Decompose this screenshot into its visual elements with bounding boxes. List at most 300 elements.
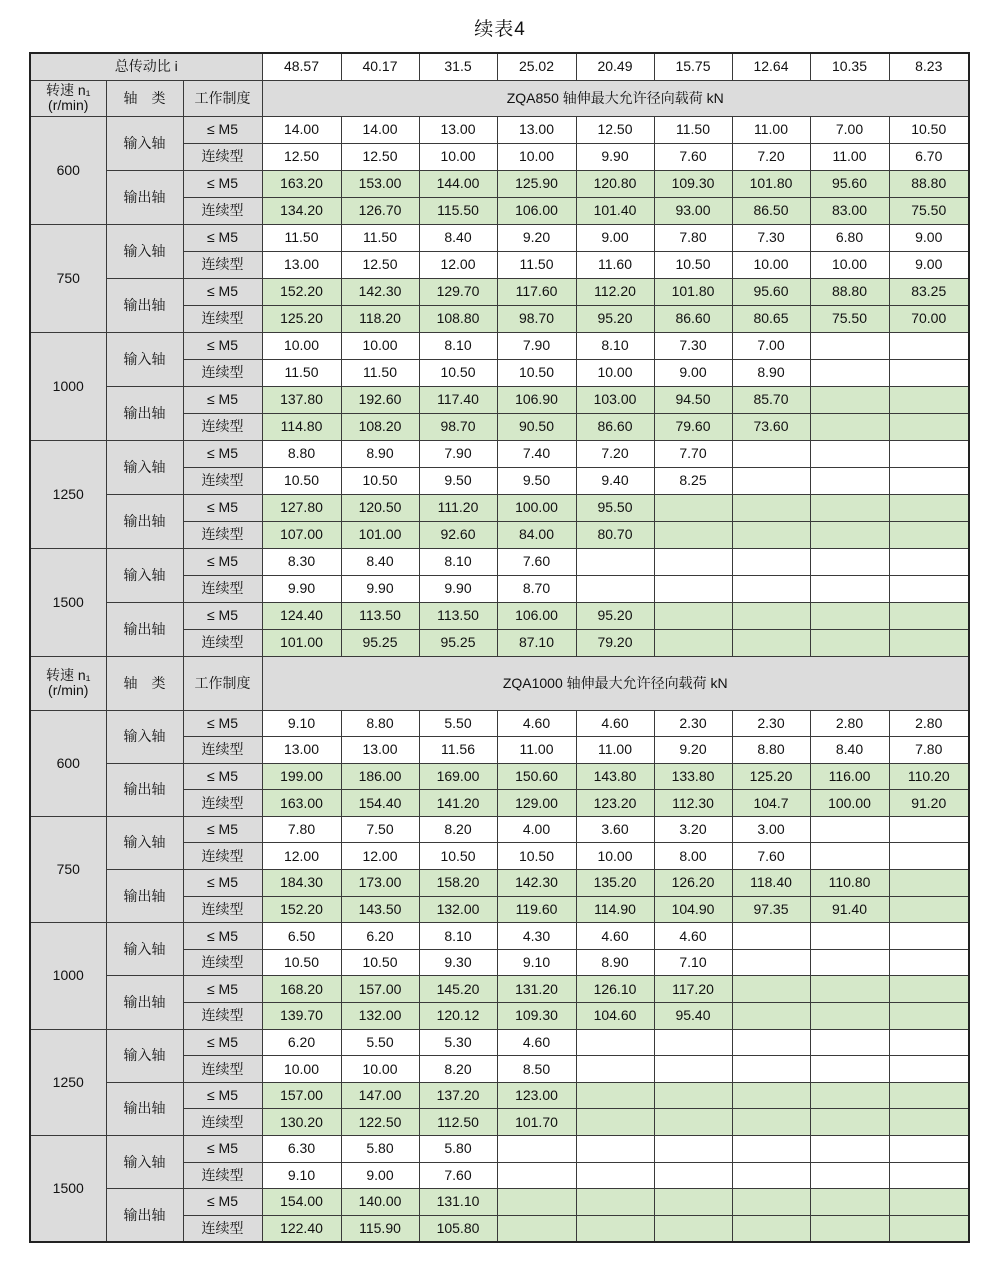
load-value-cell (732, 1082, 810, 1109)
section-header-row (30, 80, 969, 116)
load-value-cell (732, 629, 810, 656)
ratio-value: 48.57 (262, 53, 341, 80)
table-row (30, 440, 969, 467)
load-value-cell (576, 1162, 654, 1189)
load-value-cell: 8.50 (497, 1056, 576, 1083)
load-value-cell: 9.00 (654, 359, 732, 386)
load-value-cell (654, 1056, 732, 1083)
load-value-cell: 8.10 (576, 332, 654, 359)
duty-cell: 连续型 (183, 143, 262, 170)
load-value-cell: 73.60 (732, 413, 810, 440)
load-value-cell (889, 976, 969, 1003)
load-value-cell: 11.00 (576, 737, 654, 764)
load-value-cell: 112.30 (654, 790, 732, 817)
load-value-cell: 10.50 (341, 467, 419, 494)
load-value-cell: 7.60 (732, 843, 810, 870)
load-value-cell: 101.80 (732, 170, 810, 197)
load-value-cell: 13.00 (262, 251, 341, 278)
section-title: ZQA850 轴伸最大允许径向载荷 kN (262, 80, 969, 116)
load-value-cell (889, 521, 969, 548)
load-value-cell: 13.00 (341, 737, 419, 764)
speed-cell: 750 (30, 816, 106, 922)
duty-cell: 连续型 (183, 359, 262, 386)
load-value-cell (810, 386, 889, 413)
load-value-cell (889, 494, 969, 521)
load-value-cell (576, 1109, 654, 1136)
load-value-cell: 5.80 (419, 1136, 497, 1163)
load-value-cell: 137.80 (262, 386, 341, 413)
load-value-cell: 8.90 (732, 359, 810, 386)
load-value-cell: 7.40 (497, 440, 576, 467)
load-value-cell: 8.30 (262, 548, 341, 575)
load-value-cell (889, 548, 969, 575)
duty-cell: 连续型 (183, 575, 262, 602)
duty-cell: 连续型 (183, 843, 262, 870)
load-value-cell: 92.60 (419, 521, 497, 548)
table-row (30, 763, 969, 790)
load-value-cell: 7.00 (810, 116, 889, 143)
load-value-cell: 132.00 (341, 1003, 419, 1030)
ratio-value: 25.02 (497, 53, 576, 80)
load-value-cell: 85.70 (732, 386, 810, 413)
load-value-cell: 13.00 (419, 116, 497, 143)
load-value-cell (810, 467, 889, 494)
load-value-cell: 11.50 (341, 359, 419, 386)
load-value-cell (810, 1003, 889, 1030)
load-value-cell: 95.60 (810, 170, 889, 197)
duty-cell: 连续型 (183, 467, 262, 494)
load-value-cell: 137.20 (419, 1082, 497, 1109)
load-value-cell: 107.00 (262, 521, 341, 548)
load-value-cell (889, 843, 969, 870)
load-value-cell: 117.60 (497, 278, 576, 305)
load-value-cell: 8.10 (419, 923, 497, 950)
load-value-cell: 12.50 (341, 143, 419, 170)
shaft-type-cell: 输出轴 (106, 976, 183, 1029)
load-value-cell: 113.50 (419, 602, 497, 629)
load-value-cell (732, 602, 810, 629)
radial-load-table (29, 52, 970, 1243)
table-row (30, 494, 969, 521)
shaft-type-cell: 输入轴 (106, 332, 183, 386)
load-value-cell: 109.30 (654, 170, 732, 197)
load-value-cell (810, 1029, 889, 1056)
load-value-cell: 10.00 (341, 332, 419, 359)
load-value-cell: 95.50 (576, 494, 654, 521)
load-value-cell: 8.70 (497, 575, 576, 602)
load-value-cell: 141.20 (419, 790, 497, 817)
shaft-type-header: 轴 类 (106, 80, 183, 116)
load-value-cell: 70.00 (889, 305, 969, 332)
load-value-cell: 130.20 (262, 1109, 341, 1136)
load-value-cell: 101.70 (497, 1109, 576, 1136)
load-value-cell: 8.25 (654, 467, 732, 494)
load-value-cell (654, 494, 732, 521)
load-value-cell: 103.00 (576, 386, 654, 413)
load-value-cell: 7.10 (654, 949, 732, 976)
load-value-cell (654, 1029, 732, 1056)
load-value-cell (732, 949, 810, 976)
load-value-cell: 9.20 (654, 737, 732, 764)
load-value-cell (576, 548, 654, 575)
load-value-cell: 10.00 (262, 1056, 341, 1083)
load-value-cell: 11.50 (262, 224, 341, 251)
load-value-cell: 86.60 (576, 413, 654, 440)
load-value-cell: 9.90 (419, 575, 497, 602)
load-value-cell (732, 1109, 810, 1136)
load-value-cell: 11.60 (576, 251, 654, 278)
load-value-cell: 199.00 (262, 763, 341, 790)
load-value-cell: 8.80 (732, 737, 810, 764)
load-value-cell: 142.30 (341, 278, 419, 305)
load-value-cell (810, 548, 889, 575)
shaft-type-cell: 输入轴 (106, 923, 183, 976)
load-value-cell (810, 1056, 889, 1083)
load-value-cell: 154.00 (262, 1189, 341, 1216)
load-value-cell (810, 976, 889, 1003)
load-value-cell (732, 440, 810, 467)
load-value-cell: 118.40 (732, 870, 810, 897)
load-value-cell: 8.20 (419, 816, 497, 843)
duty-cell: 连续型 (183, 949, 262, 976)
load-value-cell: 4.30 (497, 923, 576, 950)
load-value-cell: 7.90 (419, 440, 497, 467)
load-value-cell: 8.40 (341, 548, 419, 575)
load-value-cell (732, 1136, 810, 1163)
load-value-cell (732, 1162, 810, 1189)
load-value-cell (810, 1189, 889, 1216)
load-value-cell: 5.80 (341, 1136, 419, 1163)
load-value-cell: 4.60 (576, 923, 654, 950)
load-value-cell: 12.00 (341, 843, 419, 870)
load-value-cell: 10.50 (654, 251, 732, 278)
load-value-cell: 11.50 (262, 359, 341, 386)
load-value-cell: 3.20 (654, 816, 732, 843)
shaft-type-cell: 输出轴 (106, 386, 183, 440)
load-value-cell (810, 629, 889, 656)
load-value-cell: 132.00 (419, 896, 497, 923)
load-value-cell (732, 1215, 810, 1242)
load-value-cell: 9.50 (497, 467, 576, 494)
load-value-cell: 6.50 (262, 923, 341, 950)
duty-cell: 连续型 (183, 629, 262, 656)
load-value-cell: 118.20 (341, 305, 419, 332)
load-value-cell: 127.80 (262, 494, 341, 521)
load-value-cell: 9.00 (889, 251, 969, 278)
shaft-type-cell: 输出轴 (106, 1189, 183, 1242)
load-value-cell (889, 359, 969, 386)
duty-cell: ≤ M5 (183, 1029, 262, 1056)
load-value-cell: 10.50 (341, 949, 419, 976)
load-value-cell: 10.50 (262, 467, 341, 494)
load-value-cell: 95.20 (576, 305, 654, 332)
load-value-cell (889, 1003, 969, 1030)
ratio-value: 40.17 (341, 53, 419, 80)
load-value-cell (497, 1215, 576, 1242)
duty-cell: 连续型 (183, 197, 262, 224)
load-value-cell (654, 1109, 732, 1136)
load-value-cell: 114.90 (576, 896, 654, 923)
load-value-cell: 95.20 (576, 602, 654, 629)
load-value-cell: 135.20 (576, 870, 654, 897)
load-value-cell: 9.00 (341, 1162, 419, 1189)
load-value-cell: 10.50 (262, 949, 341, 976)
load-value-cell: 112.20 (576, 278, 654, 305)
load-value-cell: 119.60 (497, 896, 576, 923)
load-value-cell: 126.20 (654, 870, 732, 897)
load-value-cell (654, 1189, 732, 1216)
table-row (30, 923, 969, 950)
shaft-type-cell: 输出轴 (106, 763, 183, 816)
load-value-cell: 110.80 (810, 870, 889, 897)
shaft-type-cell: 输入轴 (106, 816, 183, 869)
load-value-cell: 9.30 (419, 949, 497, 976)
load-value-cell: 150.60 (497, 763, 576, 790)
load-value-cell: 95.25 (341, 629, 419, 656)
load-value-cell: 4.60 (576, 710, 654, 737)
table-row (30, 170, 969, 197)
load-value-cell: 10.00 (810, 251, 889, 278)
load-value-cell (810, 494, 889, 521)
load-value-cell: 10.50 (497, 843, 576, 870)
duty-cell: 连续型 (183, 1162, 262, 1189)
load-value-cell: 4.60 (497, 710, 576, 737)
load-value-cell (810, 1162, 889, 1189)
load-value-cell (810, 843, 889, 870)
load-value-cell (576, 1056, 654, 1083)
load-value-cell: 131.20 (497, 976, 576, 1003)
load-value-cell (654, 548, 732, 575)
table-row (30, 1029, 969, 1056)
load-value-cell: 13.00 (497, 116, 576, 143)
section-header-row (30, 656, 969, 710)
load-value-cell: 10.00 (732, 251, 810, 278)
shaft-type-cell: 输入轴 (106, 548, 183, 602)
load-value-cell: 153.00 (341, 170, 419, 197)
load-value-cell: 123.00 (497, 1082, 576, 1109)
load-value-cell (889, 629, 969, 656)
load-value-cell (889, 602, 969, 629)
load-value-cell: 95.25 (419, 629, 497, 656)
load-value-cell (732, 494, 810, 521)
table-row (30, 278, 969, 305)
load-value-cell (654, 1082, 732, 1109)
load-value-cell (732, 1056, 810, 1083)
table-row (30, 548, 969, 575)
load-value-cell (732, 923, 810, 950)
load-value-cell: 9.10 (497, 949, 576, 976)
load-value-cell: 98.70 (419, 413, 497, 440)
load-value-cell (889, 870, 969, 897)
load-value-cell: 125.20 (262, 305, 341, 332)
load-value-cell: 106.90 (497, 386, 576, 413)
load-value-cell: 123.20 (576, 790, 654, 817)
load-value-cell (810, 440, 889, 467)
load-value-cell: 93.00 (654, 197, 732, 224)
load-value-cell: 3.00 (732, 816, 810, 843)
load-value-cell: 115.90 (341, 1215, 419, 1242)
duty-cell: ≤ M5 (183, 170, 262, 197)
load-value-cell (576, 1189, 654, 1216)
load-value-cell: 4.60 (497, 1029, 576, 1056)
load-value-cell: 8.80 (262, 440, 341, 467)
load-value-cell (732, 976, 810, 1003)
load-value-cell: 12.00 (419, 251, 497, 278)
load-value-cell: 5.50 (341, 1029, 419, 1056)
load-value-cell (732, 1029, 810, 1056)
speed-cell: 600 (30, 116, 106, 224)
duty-cell: ≤ M5 (183, 116, 262, 143)
load-value-cell: 7.80 (654, 224, 732, 251)
load-value-cell: 129.00 (497, 790, 576, 817)
load-value-cell: 10.50 (889, 116, 969, 143)
duty-cell: ≤ M5 (183, 386, 262, 413)
table-row (30, 870, 969, 897)
load-value-cell: 11.50 (654, 116, 732, 143)
load-value-cell (810, 816, 889, 843)
load-value-cell: 11.00 (810, 143, 889, 170)
shaft-type-cell: 输出轴 (106, 494, 183, 548)
load-value-cell: 10.00 (341, 1056, 419, 1083)
load-value-cell: 108.20 (341, 413, 419, 440)
load-value-cell: 116.00 (810, 763, 889, 790)
speed-cell: 1500 (30, 1136, 106, 1242)
duty-cell: 连续型 (183, 1003, 262, 1030)
load-value-cell: 125.90 (497, 170, 576, 197)
load-value-cell: 100.00 (497, 494, 576, 521)
load-value-cell: 6.30 (262, 1136, 341, 1163)
table-row (30, 976, 969, 1003)
load-value-cell: 6.20 (262, 1029, 341, 1056)
load-value-cell: 7.70 (654, 440, 732, 467)
duty-cell: ≤ M5 (183, 976, 262, 1003)
load-value-cell: 7.80 (889, 737, 969, 764)
load-value-cell: 120.12 (419, 1003, 497, 1030)
load-value-cell: 158.20 (419, 870, 497, 897)
load-value-cell: 5.50 (419, 710, 497, 737)
duty-cell: ≤ M5 (183, 816, 262, 843)
ratio-label: 总传动比 i (30, 53, 262, 80)
load-value-cell: 86.60 (654, 305, 732, 332)
load-value-cell (889, 386, 969, 413)
load-value-cell (654, 1136, 732, 1163)
load-value-cell (654, 521, 732, 548)
load-value-cell: 91.20 (889, 790, 969, 817)
load-value-cell: 111.20 (419, 494, 497, 521)
duty-header: 工作制度 (183, 656, 262, 710)
duty-cell: 连续型 (183, 1109, 262, 1136)
ratio-value: 15.75 (654, 53, 732, 80)
load-value-cell: 169.00 (419, 763, 497, 790)
section-title: ZQA1000 轴伸最大允许径向载荷 kN (262, 656, 969, 710)
load-value-cell (810, 1215, 889, 1242)
load-value-cell: 11.50 (497, 251, 576, 278)
load-value-cell (497, 1189, 576, 1216)
load-value-cell: 122.40 (262, 1215, 341, 1242)
duty-cell: 连续型 (183, 896, 262, 923)
load-value-cell: 7.00 (732, 332, 810, 359)
load-value-cell (654, 1162, 732, 1189)
load-value-cell: 14.00 (341, 116, 419, 143)
load-value-cell: 14.00 (262, 116, 341, 143)
load-value-cell: 12.50 (262, 143, 341, 170)
load-value-cell: 10.50 (497, 359, 576, 386)
load-value-cell: 110.20 (889, 763, 969, 790)
load-value-cell (889, 949, 969, 976)
load-value-cell: 10.50 (419, 359, 497, 386)
load-value-cell: 143.50 (341, 896, 419, 923)
speed-cell: 1000 (30, 923, 106, 1029)
load-value-cell: 83.00 (810, 197, 889, 224)
load-value-cell: 152.20 (262, 896, 341, 923)
table-row (30, 386, 969, 413)
load-value-cell: 192.60 (341, 386, 419, 413)
load-value-cell: 6.80 (810, 224, 889, 251)
load-value-cell: 94.50 (654, 386, 732, 413)
load-value-cell (810, 923, 889, 950)
load-value-cell: 97.35 (732, 896, 810, 923)
load-value-cell: 105.80 (419, 1215, 497, 1242)
speed-cell: 750 (30, 224, 106, 332)
load-value-cell (654, 575, 732, 602)
load-value-cell (810, 1136, 889, 1163)
load-value-cell: 143.80 (576, 763, 654, 790)
load-value-cell: 75.50 (889, 197, 969, 224)
load-value-cell: 87.10 (497, 629, 576, 656)
load-value-cell: 163.00 (262, 790, 341, 817)
duty-cell: 连续型 (183, 251, 262, 278)
speed-cell: 1250 (30, 1029, 106, 1135)
load-value-cell: 163.20 (262, 170, 341, 197)
load-value-cell: 117.40 (419, 386, 497, 413)
load-value-cell: 157.00 (262, 1082, 341, 1109)
speed-cell: 1500 (30, 548, 106, 656)
load-value-cell: 104.60 (576, 1003, 654, 1030)
duty-cell: 连续型 (183, 305, 262, 332)
load-value-cell: 147.00 (341, 1082, 419, 1109)
load-value-cell: 125.20 (732, 763, 810, 790)
load-value-cell: 109.30 (497, 1003, 576, 1030)
load-value-cell: 122.50 (341, 1109, 419, 1136)
load-value-cell: 9.90 (576, 143, 654, 170)
load-value-cell: 126.10 (576, 976, 654, 1003)
load-value-cell: 91.40 (810, 896, 889, 923)
load-value-cell: 8.40 (810, 737, 889, 764)
load-value-cell: 8.80 (341, 710, 419, 737)
load-value-cell (810, 413, 889, 440)
load-value-cell: 88.80 (889, 170, 969, 197)
load-value-cell (576, 1082, 654, 1109)
load-value-cell (889, 575, 969, 602)
load-value-cell: 120.80 (576, 170, 654, 197)
load-value-cell (889, 1082, 969, 1109)
ratio-value: 12.64 (732, 53, 810, 80)
load-value-cell: 10.00 (497, 143, 576, 170)
load-value-cell: 168.20 (262, 976, 341, 1003)
load-value-cell: 84.00 (497, 521, 576, 548)
table-body (30, 53, 969, 1242)
load-value-cell: 114.80 (262, 413, 341, 440)
load-value-cell: 186.00 (341, 763, 419, 790)
duty-cell: ≤ M5 (183, 332, 262, 359)
load-value-cell: 80.65 (732, 305, 810, 332)
load-value-cell: 124.40 (262, 602, 341, 629)
load-value-cell (576, 1029, 654, 1056)
load-value-cell: 129.70 (419, 278, 497, 305)
table-row (30, 1082, 969, 1109)
load-value-cell: 9.00 (576, 224, 654, 251)
load-value-cell (810, 521, 889, 548)
